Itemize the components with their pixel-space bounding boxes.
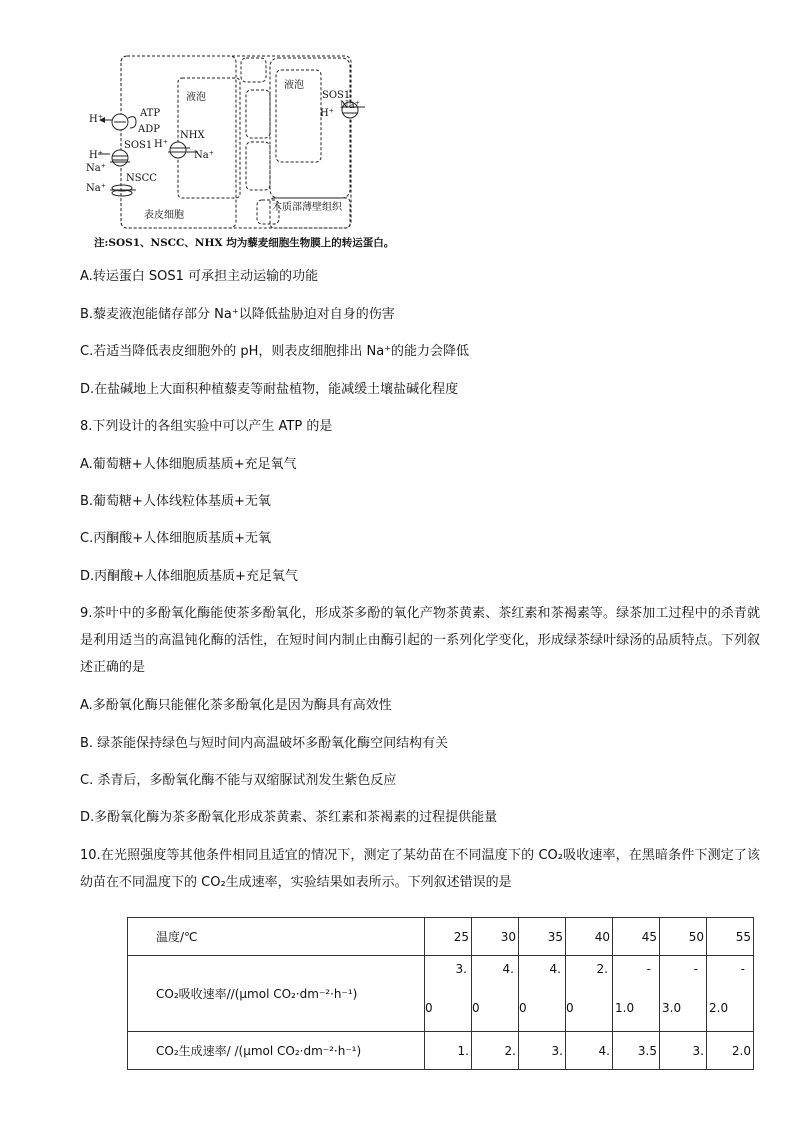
table-row [128,956,754,1032]
row1-bottom-value: 1.0 [615,1001,635,1015]
small-cell-shape [246,90,270,138]
label-h-plus-3: H⁺ [154,139,168,150]
label-nscc: NSCC [126,173,157,184]
row1-bottom-value: 3.0 [662,1001,682,1015]
temp-cell: 50 [660,918,707,956]
q9-option-a: A.多酚氧化酶只能催化茶多酚氧化是因为酶具有高效性 [80,698,392,713]
label-na-plus-2: Na⁺ [86,183,106,194]
q7-option-d: D.在盐碱地上大面积种植藜麦等耐盐植物，能减缓土壤盐碱化程度 [80,382,459,397]
ion-transport-diagram [80,50,365,232]
label-vacuole-left: 液泡 [186,92,206,103]
table-row [128,918,754,956]
row1-bottom-value: 0 [566,1001,574,1015]
temp-cell: 30 [472,918,519,956]
q8-stem: 8.下列设计的各组实验中可以产生 ATP 的是 [80,419,333,434]
q8-option-a: A.葡萄糖+人体细胞质基质+充足氧气 [80,457,297,472]
q9-stem: 9.茶叶中的多酚氧化酶能使茶多酚氧化，形成茶多酚的氧化产物茶黄素、茶红素和茶褐素等。绿茶加工过程中的杀青就是利用适当的高温钝化酶的活性，在短时间内制止由酶引起的一系列化学变化，形成绿茶绿叶绿汤的品质特点。下列叙述正确的是 [80,606,760,675]
row1-bottom-value: 0 [425,1001,433,1015]
small-cell-shape [241,58,266,82]
label-na-plus-4: Na⁺ [340,100,360,111]
row1-bottom-value: 0 [472,1001,480,1015]
q7-option-c: C.若适当降低表皮细胞外的 pH，则表皮细胞排出 Na⁺的能力会降低 [80,344,470,359]
label-h-plus-1: H⁺ [89,114,103,125]
label-na-plus-1: Na⁺ [86,163,106,174]
row1-cell [519,956,566,1032]
row1-top-value: 2. [596,962,608,976]
row1-bottom-value: 2.0 [709,1001,729,1015]
q9-option-c: C. 杀青后，多酚氧化酶不能与双缩脲试剂发生紫色反应 [80,773,397,788]
row2-cell: 2.0 [707,1032,754,1070]
row2-label-cell: CO₂生成速率/ /(μmol CO₂·dm⁻²·h⁻¹) [128,1032,425,1070]
table-row [128,1032,754,1070]
row2-cell: 4. [566,1032,613,1070]
row2-cell: 3.5 [613,1032,660,1070]
small-cell-shape [246,142,270,190]
label-na-plus-3: Na⁺ [194,150,214,161]
label-sos1-right: SOS1 [322,90,351,101]
nhx-transporter-shape [170,142,186,158]
temp-cell: 40 [566,918,613,956]
row2-cell: 3. [660,1032,707,1070]
temperature-rate-table [127,917,754,1070]
label-sos1-left: SOS1 [124,140,153,151]
row1-cell [425,956,472,1032]
row1-top-value: - [693,962,698,976]
q8-option-c: C.丙酮酸+人体细胞质基质+无氧 [80,531,271,546]
q8-option-b: B.葡萄糖+人体线粒体基质+无氧 [80,494,271,509]
row1-label-cell: CO₂吸收速率//(μmol CO₂·dm⁻²·h⁻¹) [128,956,425,1032]
label-atp: ATP [140,108,161,119]
q8-option-d: D.丙酮酸+人体细胞质基质+充足氧气 [80,569,298,584]
row2-cell: 3. [519,1032,566,1070]
q7-option-b: B.藜麦液泡能储存部分 Na⁺以降低盐胁迫对自身的伤害 [80,307,395,322]
q10-stem: 10.在光照强度等其他条件相同且适宜的情况下，测定了某幼苗在不同温度下的 CO₂吸收速率，在黑暗条件下测定了该幼苗在不同温度下的 CO₂生成速率，实验结果如表所示。下列叙述错误的是 [80,848,760,890]
row1-cell [472,956,519,1032]
row1-cell [660,956,707,1032]
row1-bottom-value: 0 [519,1001,527,1015]
label-vacuole-right: 液泡 [284,80,304,91]
header-label-cell: 温度/℃ [128,918,425,956]
q9-option-d: D.多酚氧化酶为茶多酚氧化形成茶黄素、茶红素和茶褐素的过程提供能量 [80,810,498,825]
row1-cell [566,956,613,1032]
label-epidermis: 表皮细胞 [144,210,184,221]
label-xylem: 木质部薄壁组织 [272,202,342,213]
row1-top-value: 4. [502,962,514,976]
label-adp: ADP [138,124,160,135]
label-nhx: NHX [180,130,205,141]
row1-cell [707,956,754,1032]
row1-top-value: 4. [549,962,561,976]
temp-cell: 35 [519,918,566,956]
temp-cell: 25 [425,918,472,956]
label-h-plus-2: H⁺ [89,150,103,161]
temp-cell: 55 [707,918,754,956]
row2-cell: 2. [472,1032,519,1070]
temp-cell: 45 [613,918,660,956]
xylem-cell-shape [270,58,350,198]
label-h-plus-4: H⁺ [320,108,334,119]
q7-option-a: A.转运蛋白 SOS1 可承担主动运输的功能 [80,269,319,284]
row1-top-value: 3. [455,962,467,976]
row1-top-value: - [646,962,651,976]
row1-cell [613,956,660,1032]
row2-cell: 1. [425,1032,472,1070]
diagram-note: 注:SOS1、NSCC、NHX 均为藜麦细胞生物膜上的转运蛋白。 [94,237,395,249]
sos1-transporter-left-shape [112,150,128,166]
row1-top-value: - [740,962,745,976]
q9-option-b: B. 绿茶能保持绿色与短时间内高温破坏多酚氧化酶空间结构有关 [80,736,449,751]
